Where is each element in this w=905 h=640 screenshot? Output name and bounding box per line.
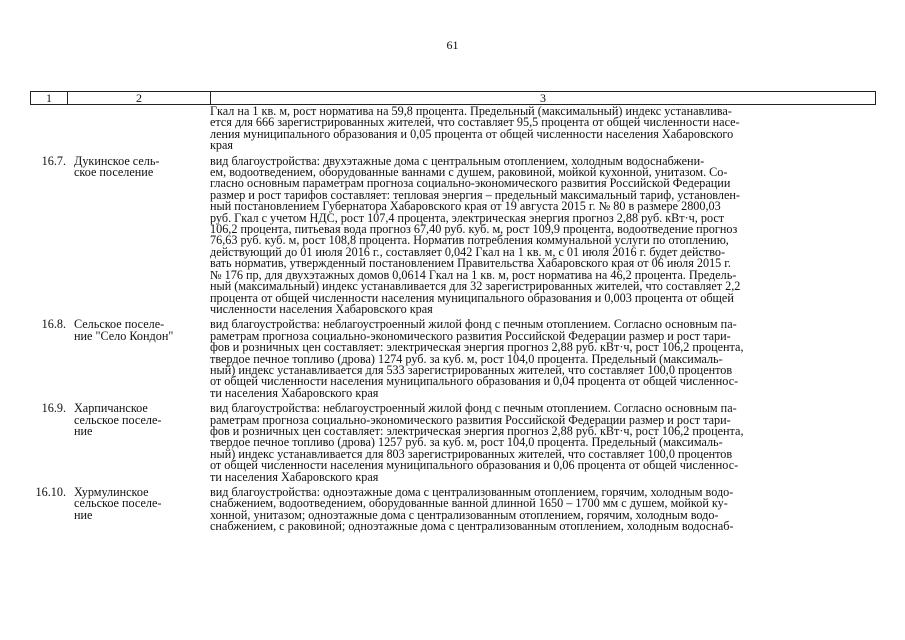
name-line: ние (74, 507, 93, 522)
text-line: ти населения Хабаровского края (210, 385, 379, 400)
table-row (30, 153, 876, 316)
name-line: ние (74, 423, 93, 438)
settlement-description (210, 153, 876, 316)
name-line: сельское поселе- (74, 412, 162, 427)
text-line: снабжением, водоотведением, оборудованные ванной длинной 1650 – 1700 мм с душем, мойкой ку- (210, 496, 728, 511)
text-line: процента от общей численности населения муниципального образования и 0,003 процента от общей (210, 290, 734, 305)
text-line: раметрам прогноза социально-экономического развития Российской Федерации размер и рост тари- (210, 328, 731, 343)
column-header-3: 3 (210, 92, 875, 104)
page-number: 61 (446, 38, 459, 52)
text-line: Гкал на 1 кв. м, рост норматива на 59,8 процента. Предельный (максимальный) индекс устанавлива- (210, 104, 732, 118)
text-line: края (210, 138, 234, 153)
text-line: ный постановлением Губернатора Хабаровского края от 19 августа 2015 г. № 80 в размере 2800,03 (210, 199, 721, 214)
text-line: численности населения Хабаровского края (210, 301, 433, 316)
text-line: ления муниципального образования и 0,05 процента от общей численности населения Хабаровского (210, 126, 734, 141)
text-line: твердое печное топливо (дрова) 1274 руб. за куб. м, рост 104,0 процента. Предельный (максималь- (210, 351, 723, 366)
text-line: от общей численности населения муниципального образования и 0,06 процента от общей численнос- (210, 458, 739, 473)
table-row (30, 319, 876, 399)
name-line: сельское поселе- (74, 496, 162, 511)
name-line: ние "Село Кондон" (74, 328, 174, 343)
text-line: фов и розничных цен составляет: электрическая энергия прогноз 2,88 руб. кВт·ч, рост 106,2 процента, (210, 340, 744, 355)
text-line: вид благоустройства: неблагоустроенный жилой фонд с печным отоплением. Согласно основным па- (210, 401, 737, 416)
text-line: ный) индекс устанавливается для 803 зарегистрированных жителей, что составляет 100,0 процентов (210, 446, 733, 461)
text-line: твердое печное топливо (дрова) 1257 руб. за куб. м, рост 104,0 процента. Предельный (максималь- (210, 435, 723, 450)
settlement-description (210, 403, 876, 483)
table-body (30, 106, 876, 533)
text-line: снабжением, с раковиной; одноэтажные дома с централизованным отоплением, холодным водоснаб- (210, 519, 734, 534)
text-line: вид благоустройства: одноэтажные дома с централизованным отоплением, горячим, холодным водо- (210, 485, 734, 499)
row-number: 16.9. (41, 401, 66, 416)
text-line: ется для 666 зарегистрированных жителей, что составляет 95,5 процента от общей численности насе- (210, 115, 740, 130)
text-line: размер и рост тарифов составляет: тепловая энергия – предельный максимальный тариф, установлен- (210, 187, 740, 202)
text-line: ный) индекс устанавливается для 533 зарегистрированных жителей, что составляет 100,0 процентов (210, 362, 733, 377)
name-line: Дукинское сель- (74, 153, 160, 168)
settlement-description (210, 487, 876, 533)
continued-text (210, 106, 876, 152)
text-line: 106,2 процента, питьевая вода прогноз 67,40 руб. куб. м, рост 109,9 процента, водоотведение прогноз (210, 222, 738, 237)
row-list (30, 153, 876, 534)
text-line: фов и розничных цен составляет: электрическая энергия прогноз 2,88 руб. кВт·ч, рост 106,2 процента, (210, 423, 744, 438)
column-header-2: 2 (67, 92, 210, 104)
name-line: Хурмулинское (74, 485, 149, 499)
text-line: гласно основным параметрам прогноза социально-экономического развития Российской Федерации (210, 176, 731, 191)
text-line: вать норматив, утвержденный постановлением Правительства Хабаровского края от 06 июля 2015 г. (210, 256, 731, 271)
settlement-name (70, 319, 210, 399)
text-line: хонной, унитазом; одноэтажные дома с централизованным отоплением, горячим, холодным водо- (210, 507, 719, 522)
text-line: ный (максимальный) индекс устанавливается для 32 зарегистрированных жителей, что составляет 2,2 (210, 279, 741, 294)
text-line: раметрам прогноза социально-экономического развития Российской Федерации размер и рост тари- (210, 412, 731, 427)
settlement-name (70, 153, 210, 316)
text-line: руб. Гкал с учетом НДС, рост 107,4 процента, электрическая энергия прогноз 2,88 руб. кВт·ч, рост (210, 210, 725, 225)
name-line: Харпичанское (74, 401, 148, 416)
table-row (30, 403, 876, 483)
text-line: ем, водоотведением, оборудованные ваннами с душем, раковиной, мойкой кухонной, унитазом. Со- (210, 165, 728, 180)
table-row (30, 487, 876, 533)
row-number: 16.7. (41, 153, 66, 168)
name-line: ское поселение (74, 165, 154, 180)
text-line: ти населения Хабаровского края (210, 469, 379, 484)
text-line: действующий до 01 июля 2016 г., составляет 0,042 Гкал на 1 кв. м, с 01 июля 2016 г. будет действо- (210, 244, 726, 259)
row-number: 16.10. (35, 485, 66, 499)
settlement-name (70, 403, 210, 483)
text-line: 76,63 руб. куб. м, рост 108,8 процента. Норматив потребления коммунальной услуги по отоплению, (210, 233, 729, 248)
column-header-1: 1 (46, 91, 52, 105)
settlement-description (210, 319, 876, 399)
row-number: 16.8. (41, 317, 66, 332)
table-header (30, 91, 876, 105)
settlement-name (70, 487, 210, 533)
text-line: вид благоустройства: двухэтажные дома с центральным отоплением, холодным водоснабжени- (210, 153, 705, 168)
text-line: № 176 пр, для двухэтажных домов 0,0614 Гкал на 1 кв. м, рост норматива на 46,2 процента. Предель- (210, 267, 737, 282)
name-line: Сельское поселе- (74, 317, 165, 332)
text-line: от общей численности населения муниципального образования и 0,04 процента от общей численнос- (210, 374, 739, 389)
text-line: вид благоустройства: неблагоустроенный жилой фонд с печным отоплением. Согласно основным па- (210, 317, 737, 332)
